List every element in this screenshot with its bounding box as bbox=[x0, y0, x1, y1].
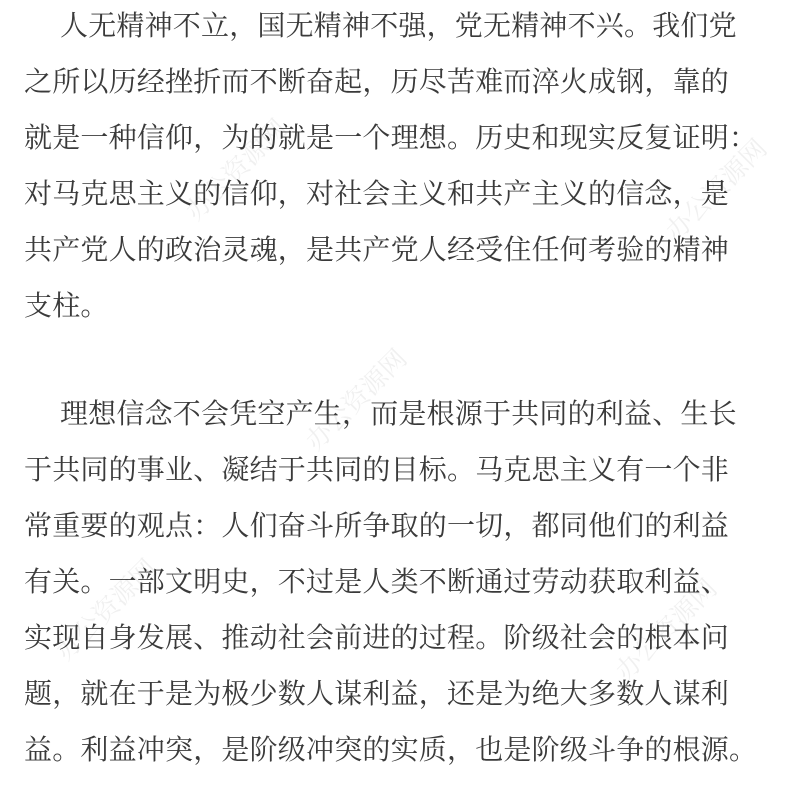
paragraph-1-line-6: 支柱。 bbox=[24, 289, 109, 322]
paragraph-1-line-4: 对马克思主义的信仰，对社会主义和共产主义的信念，是 bbox=[24, 177, 730, 210]
paragraph-2-line-1: 理想信念不会凭空产生，而是根源于共同的利益、生长 bbox=[60, 397, 737, 430]
watermark: 办公资源网 bbox=[610, 573, 724, 687]
paragraph-1-line-5: 共产党人的政治灵魂，是共产党人经受住任何考验的精神 bbox=[24, 233, 730, 266]
watermark: 办公资源网 bbox=[50, 553, 164, 667]
paragraph-2-line-7: 益。利益冲突，是阶级冲突的实质，也是阶级斗争的根源。 bbox=[24, 733, 758, 766]
paragraph-1-line-3: 就是一种信仰，为的就是一个理想。历史和现实反复证明： bbox=[24, 121, 758, 154]
paragraph-1-line-2: 之所以历经挫折而不断奋起，历尽苦难而淬火成钢，靠的 bbox=[24, 65, 730, 98]
paragraph-2-line-3: 常重要的观点：人们奋斗所争取的一切，都同他们的利益 bbox=[24, 509, 730, 542]
paragraph-1-line-1: 人无精神不立，国无精神不强，党无精神不兴。我们党 bbox=[60, 9, 737, 42]
paragraph-2-line-2: 于共同的事业、凝结于共同的目标。马克思主义有一个非 bbox=[24, 453, 730, 486]
paragraph-2-line-5: 实现自身发展、推动社会前进的过程。阶级社会的根本问 bbox=[24, 621, 730, 654]
paragraph-2-line-6: 题，就在于是为极少数人谋利益，还是为绝大多数人谋利 bbox=[24, 677, 730, 710]
watermark: 办公资源网 bbox=[660, 133, 774, 247]
watermark: 办公资源网 bbox=[180, 113, 294, 227]
watermark: 办公资源网 bbox=[300, 343, 414, 457]
paragraph-2-line-4: 有关。一部文明史，不过是人类不断通过劳动获取利益、 bbox=[24, 565, 730, 598]
